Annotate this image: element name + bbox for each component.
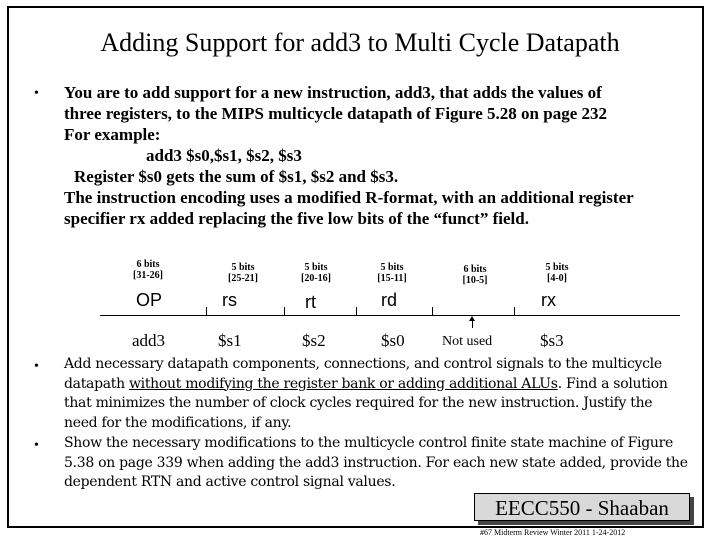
field-divider	[284, 307, 285, 315]
intro-line: The instruction encoding uses a modified R-format, with an additional register	[64, 188, 634, 207]
task-paragraph-fsm: Show the necessary modifications to the multicycle control finite state machine of Figure 5.38 on page 339 when adding the add3 instruction. For each new state added, provide the dependent RTN and active control signal values.	[64, 435, 688, 490]
field-header-unused: 6 bits [10-5]	[462, 264, 488, 286]
bullet-marker: •	[34, 438, 39, 453]
field-divider	[514, 307, 515, 315]
field-header-rx: 5 bits [4-0]	[545, 262, 569, 284]
field-header-rs: 5 bits [25-21]	[228, 262, 258, 284]
field-rd: rd	[381, 290, 398, 310]
example-unused: Not used	[442, 334, 493, 349]
field-header-rt: 5 bits [20-16]	[301, 262, 331, 284]
example-rx: $s3	[540, 331, 564, 350]
slide-title: Adding Support for add3 to Multi Cycle Datapath	[100, 28, 620, 57]
intro-line: You are to add support for a new instruction, add3, that adds the values of	[64, 83, 602, 102]
field-divider	[206, 307, 207, 315]
field-rx: rx	[541, 290, 556, 310]
field-divider	[432, 307, 433, 315]
field-header-op: 6 bits [31-26]	[133, 259, 163, 281]
course-badge: EECC550 - Shaaban	[474, 493, 690, 521]
example-rs: $s1	[218, 331, 242, 350]
example-op: add3	[132, 331, 166, 350]
intro-line: Register $s0 gets the sum of $s1, $s2 and $s3.	[74, 167, 399, 186]
field-op: OP	[136, 290, 163, 310]
field-rt: rt	[305, 292, 316, 312]
arrow-head-icon	[469, 316, 475, 321]
field-header-rd: 5 bits [15-11]	[377, 262, 407, 284]
example-rd: $s0	[381, 331, 405, 350]
field-rs: rs	[222, 290, 237, 310]
example-instruction: add3 $s0,$s1, $s2, $s3	[146, 146, 302, 165]
intro-paragraph	[64, 82, 694, 229]
slide-footer: #67 Midterm Review Winter 2011 1-24-2012	[480, 528, 626, 537]
bullet-marker: •	[34, 86, 39, 101]
intro-line: three registers, to the MIPS multicycle datapath of Figure 5.28 on page 232	[64, 104, 607, 123]
task-paragraph-datapath: Add necessary datapath components, connections, and control signals to the multicycle datapath without modifying the register bank or adding additional ALUs. Find a solution that minimizes the number of clock cycles required for the new instruction. Justify the need for the modifications, if any.	[64, 356, 668, 431]
intro-line: specifier rx added replacing the five low bits of the “funct” field.	[64, 209, 529, 228]
format-bottom-line	[100, 315, 680, 316]
example-rt: $s2	[302, 331, 326, 350]
constraint-text: without modifying the register bank or adding additional ALUs	[128, 375, 558, 392]
field-divider	[356, 307, 357, 315]
bullet-marker: •	[34, 359, 39, 374]
intro-line: For example:	[64, 125, 161, 144]
